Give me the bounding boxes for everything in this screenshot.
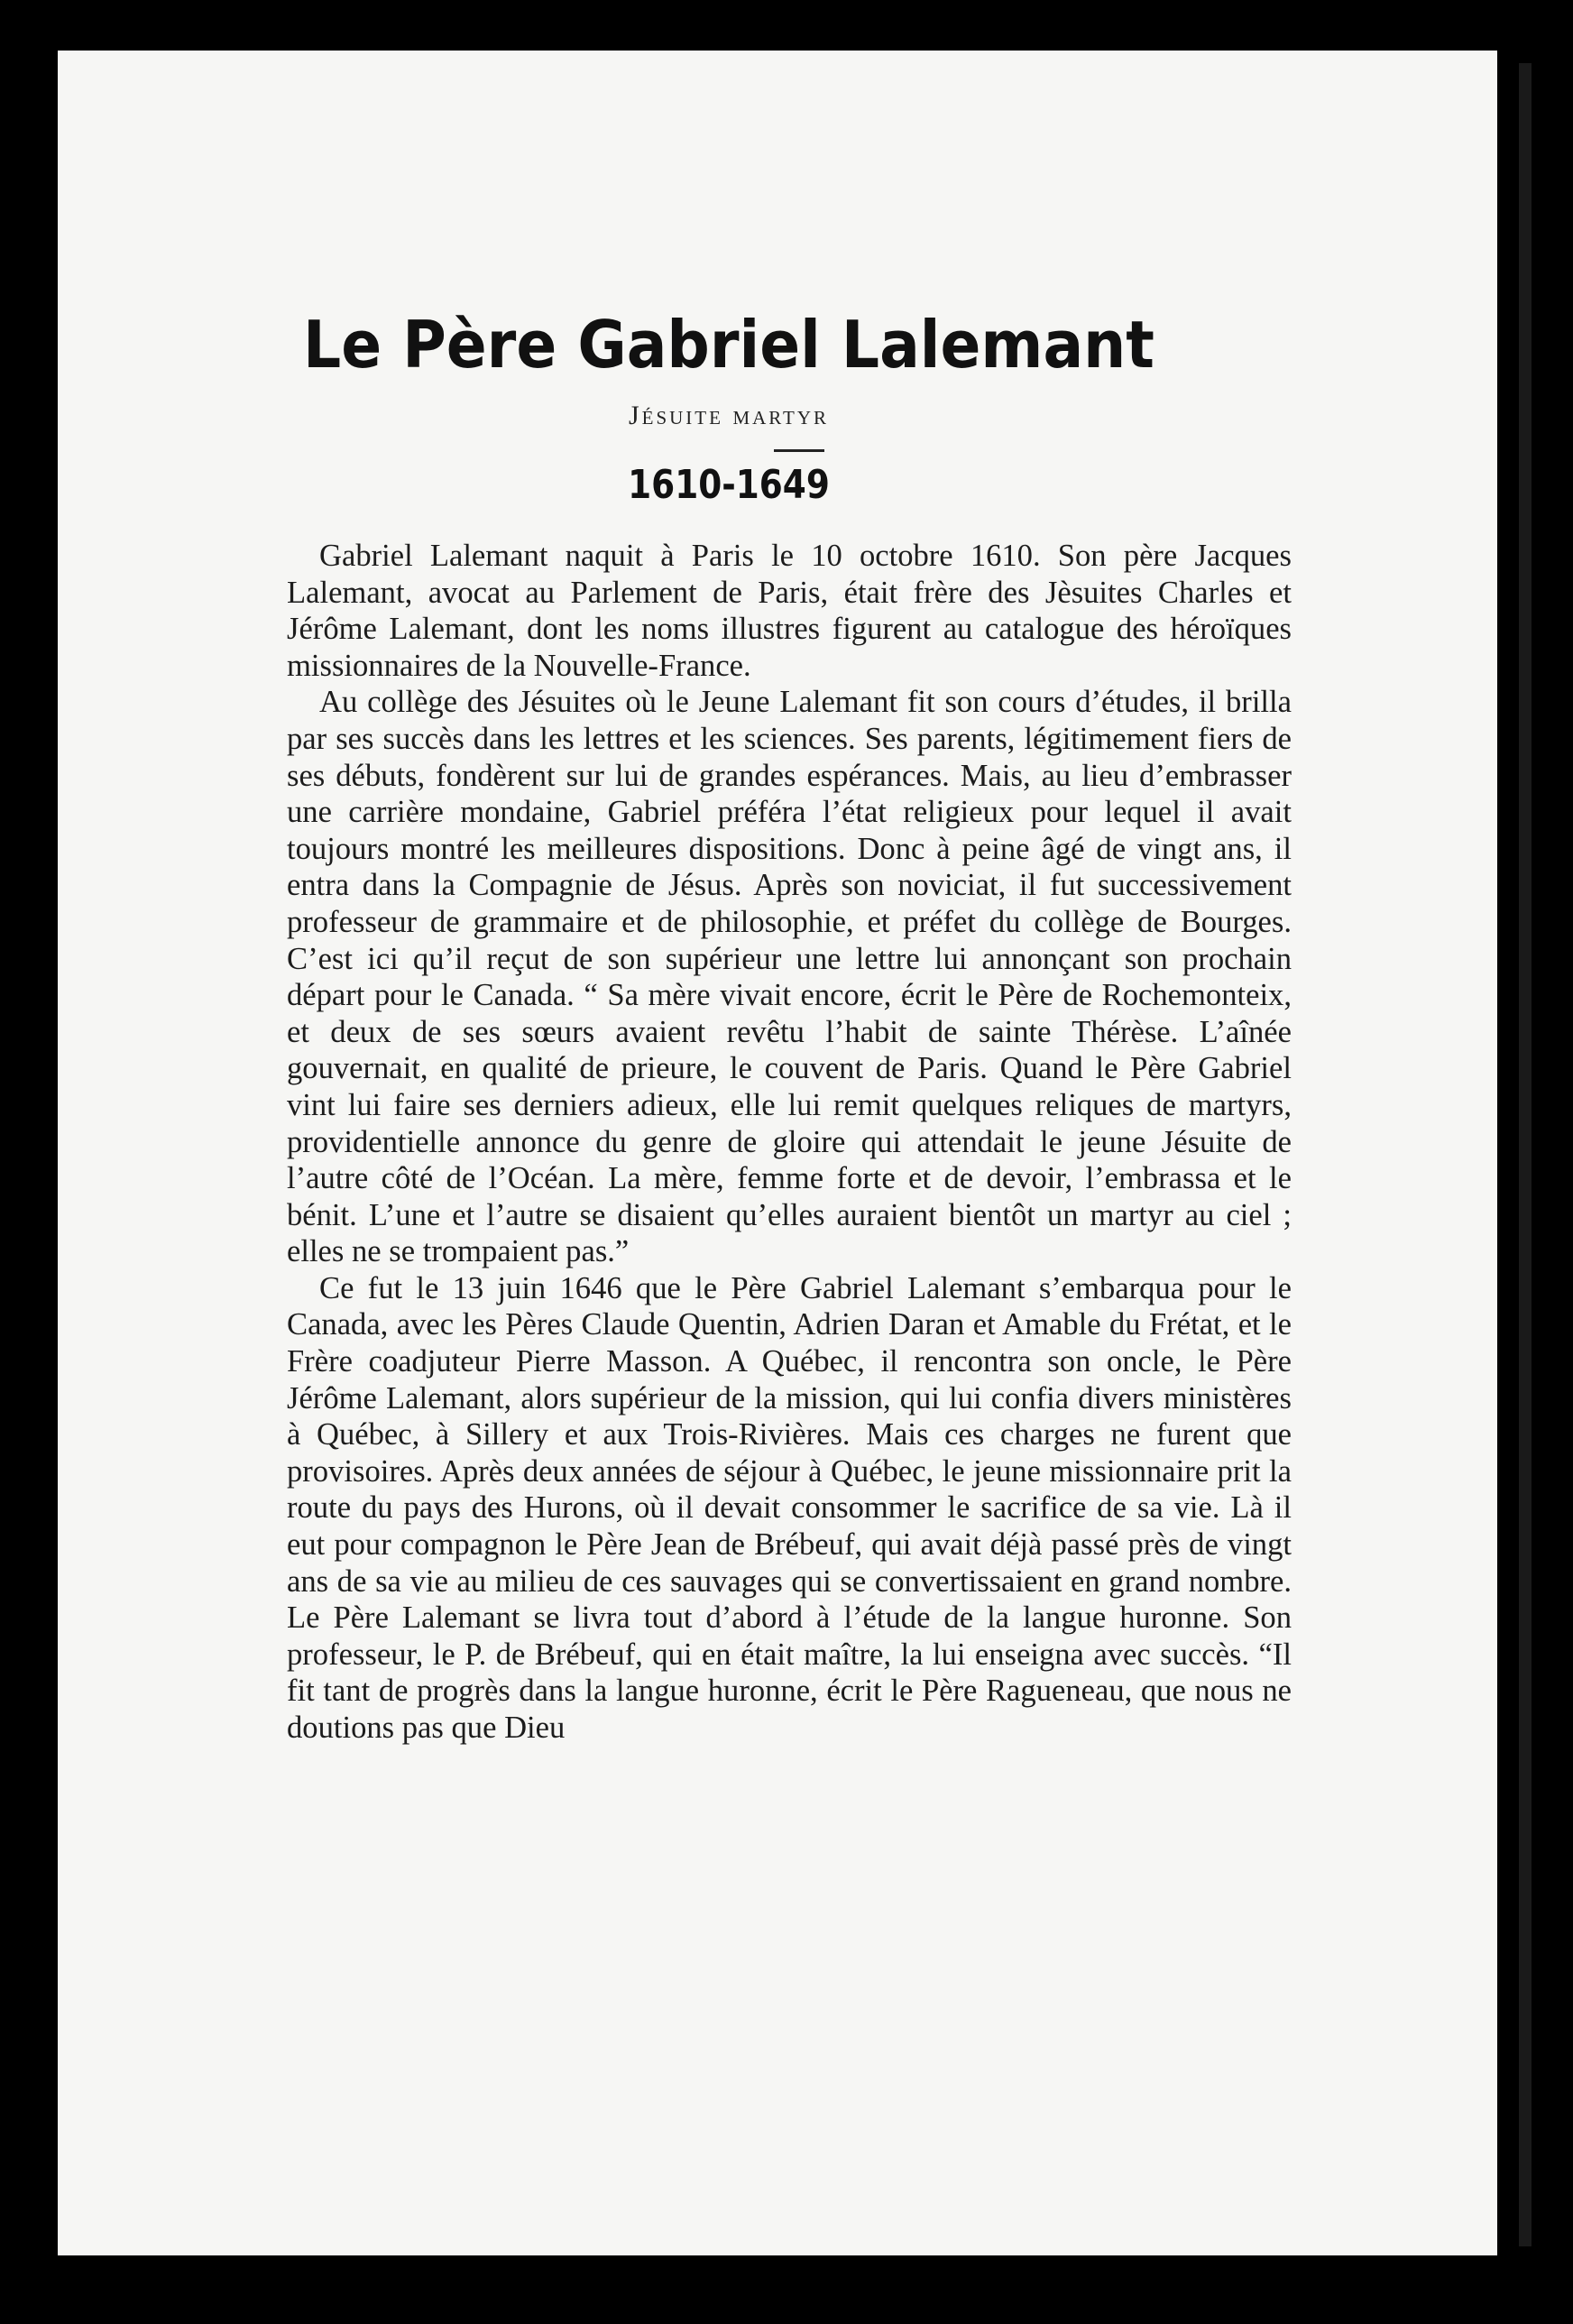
paragraph-2: Au collège des Jésuites où le Jeune Lalemant fit son cours d’études, il brilla par ses succès dans les lettres et les sciences. Ses parents, légitimement fiers de ses débuts, fondèrent sur lui de grandes espérances. Mais, au lieu d’embrasser une carrière mondaine, Gabriel préféra l’état religieux pour lequel il avait toujours montré les meilleures dispositions. Donc à peine âgé de vingt ans, il entra dans la Compagnie de Jésus. Après son noviciat, il fut successivement professeur de grammaire et de philosophie, et préfet du collège de Bourges. C’est ici qu’il reçut de son supérieur une lettre lui annonçant son prochain départ pour le Canada. “ Sa mère vivait encore, écrit le Père de Rochemonteix, et deux de ses sœurs avaient revêtu l’habit de sainte Thérèse. L’aînée gouvernait, en qualité de prieure, le couvent de Paris. Quand le Père Gabriel vint lui faire ses derniers adieux, elle lui remit quelques reliques de martyrs, providentielle annonce du genre de gloire qui attendait le jeune Jésuite de l’autre côté de l’Océan. La mère, femme forte et de devoir, l’embrassa et le bénit. L’une et l’autre se disaient qu’elles auraient bientôt un martyr au ciel ; elles ne se trompaient pas.” bbox=[287, 685, 1292, 1269]
opposite-page-edge bbox=[1519, 63, 1532, 2246]
title-divider bbox=[774, 449, 824, 452]
page-subtitle: Jésuite martyr bbox=[628, 401, 830, 430]
paragraph-1: Gabriel Lalemant naquit à Paris le 10 octobre 1610. Son père Jacques Lalemant, avocat au Parlement de Paris, était frère des Jèsuites Charles et Jérôme Lalemant, dont les noms illustres figurent au catalogue des héroïques missionnaires de la Nouvelle-France. bbox=[287, 539, 1292, 683]
body-text bbox=[287, 538, 1292, 1747]
life-dates: 1610-1649 bbox=[628, 462, 830, 508]
book-spine-shadow bbox=[1497, 0, 1573, 2324]
paragraph-3: Ce fut le 13 juin 1646 que le Père Gabriel Lalemant s’embarqua pour le Canada, avec les Pères Claude Quentin, Adrien Daran et Amable du Frétat, et le Frère coadjuteur Pierre Masson. A Québec, il rencontra son oncle, le Père Jérôme Lalemant, alors supérieur de la mission, qui lui confia divers ministères à Québec, à Sillery et aux Trois-Rivières. Mais ces charges ne furent que provisoires. Après deux années de séjour à Québec, le jeune missionnaire prit la route du pays des Hurons, où il devait consommer le sacrifice de sa vie. Là il eut pour compagnon le Père Jean de Brébeuf, qui avait déjà passé près de vingt ans de sa vie au milieu de ces sauvages qui se convertissaient en grand nombre. Le Père Lalemant se livra tout d’abord à l’étude de la langue huronne. Son professeur, le P. de Brébeuf, qui en était maître, la lui enseigna avec succès. “Il fit tant de progrès dans la langue huronne, écrit le Père Ragueneau, que nous ne doutions pas que Dieu bbox=[287, 1270, 1292, 1745]
page-title: Le Père Gabriel Lalemant bbox=[303, 307, 1154, 383]
